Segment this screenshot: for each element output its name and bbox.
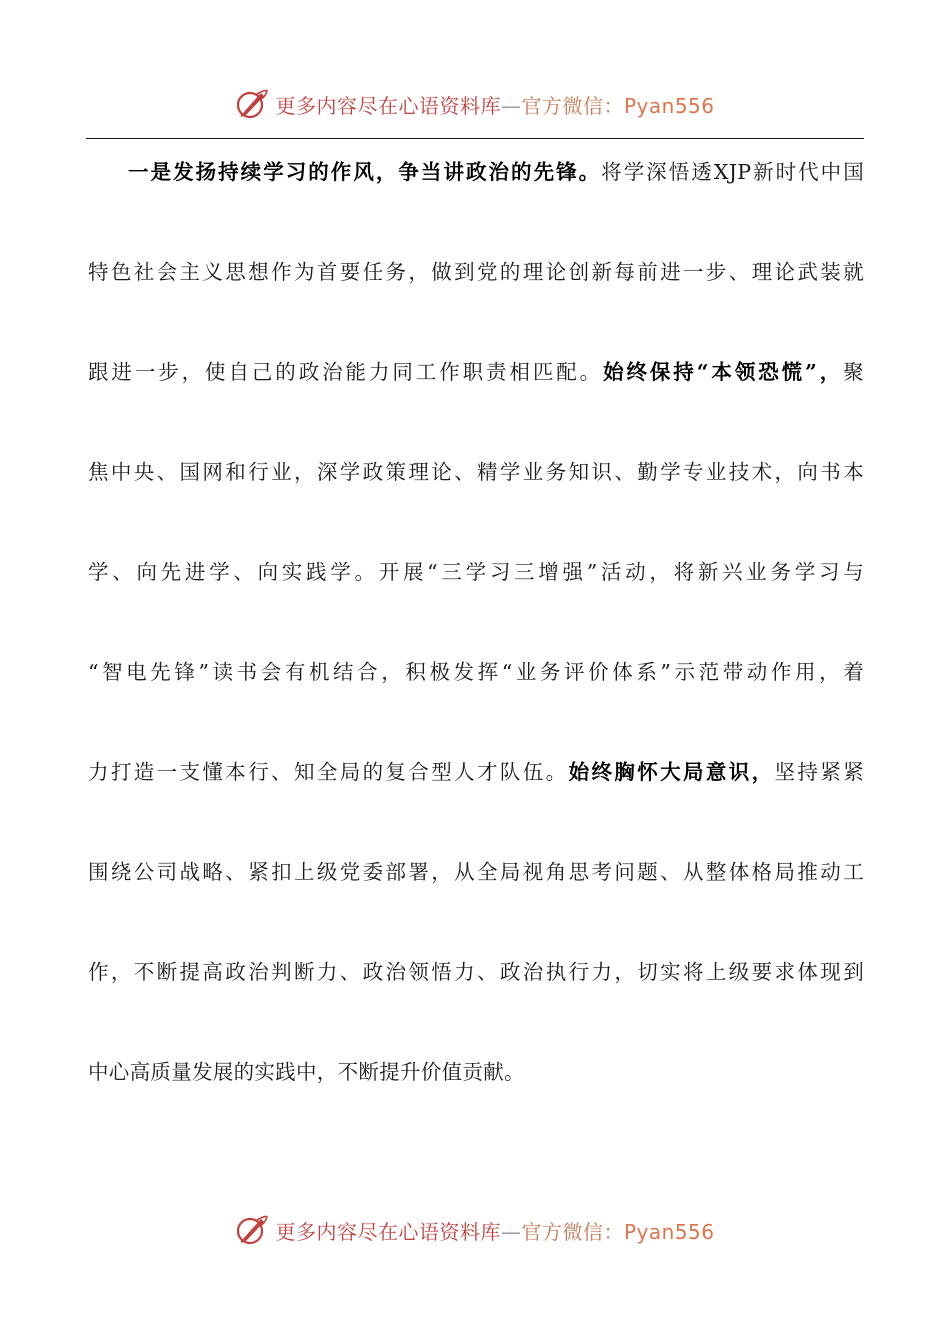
document-body [88,153,864,1153]
paragraph-line-2: 特色社会主义思想作为首要任务，做到党的理论创新每前进一步、理论武装就 [88,260,864,284]
header-watermark [0,82,950,126]
paragraph-line-9: 作，不断提高政治判断力、政治领悟力、政治执行力，切实将上级要求体现到 [88,960,864,984]
paragraph-line-7: 力打造一支懂本行、知全局的复合型人才队伍。始终胸怀大局意识，坚持紧紧 [88,760,864,784]
footer-watermark [0,1208,950,1252]
bold-heading-1: 一是发扬持续学习的作风，争当讲政治的先锋。 [128,160,602,184]
paragraph-line-6: “智电先锋”读书会有机结合，积极发挥“业务评价体系”示范带动作用，着 [88,660,864,684]
paragraph-line-3: 跟进一步，使自己的政治能力同工作职责相匹配。始终保持“本领恐慌”，聚 [88,360,864,384]
bold-phrase-2: 始终保持“本领恐慌”， [603,360,844,384]
paragraph-line-10: 中心高质量发展的实践中，不断提升价值贡献。 [88,1060,525,1084]
paragraph-line-8: 围绕公司战略、紧扣上级党委部署，从全局视角思考问题、从整体格局推动工 [88,860,864,884]
header-divider [86,138,864,139]
watermark-text: 更多内容尽在心语资料库—官方微信：Pyan556 [275,1219,715,1244]
paragraph-line-1: 一是发扬持续学习的作风，争当讲政治的先锋。将学深悟透XJP新时代中国 [128,160,864,184]
quill-pen-logo-icon [235,87,269,121]
bold-phrase-3: 始终胸怀大局意识， [568,760,775,784]
paragraph-line-5: 学、向先进学、向实践学。开展“三学习三增强”活动，将新兴业务学习与 [88,560,864,584]
quill-pen-logo-icon [235,1213,269,1247]
paragraph-line-4: 焦中央、国网和行业，深学政策理论、精学业务知识、勤学专业技术，向书本 [88,460,864,484]
watermark-text: 更多内容尽在心语资料库—官方微信：Pyan556 [275,93,715,118]
